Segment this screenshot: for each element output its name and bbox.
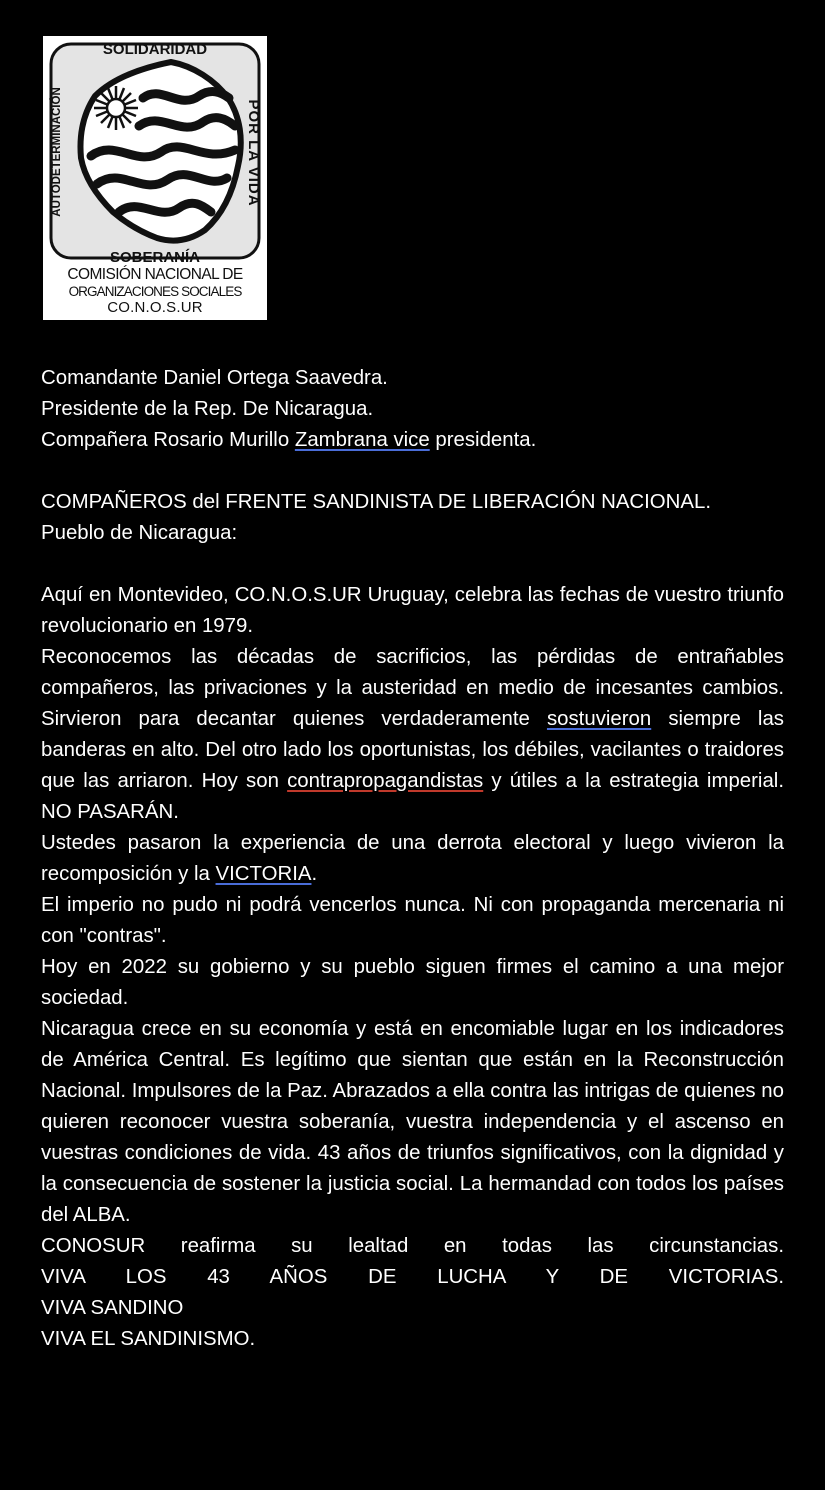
addressee-line-2: Presidente de la Rep. De Nicaragua. xyxy=(41,398,374,420)
paragraph-2022: Hoy en 2022 su gobierno y su pueblo siguen firmes el camino a una mejor sociedad. xyxy=(41,956,784,1009)
salutation-pueblo: Pueblo de Nicaragua: xyxy=(41,522,238,544)
paragraph-derrota-text: Ustedes pasaron la experiencia de una derrota electoral y luego vivieron la recomposición y la xyxy=(41,832,784,885)
conosur-emblem-icon xyxy=(43,36,267,298)
salutation-frente: COMPAÑEROS del FRENTE SANDINISTA DE LIBERACIÓN NACIONAL. xyxy=(41,491,712,513)
addressee-line-3 xyxy=(41,425,784,456)
paragraph-sacrificios-text-a: Reconocemos las décadas de sacrificios, las pérdidas de entrañables compañeros, las privaciones y la austeridad en medio de incesantes cambios. Sirvieron para decantar quienes verdaderamente xyxy=(41,646,784,730)
addressee-3-link[interactable]: Zambrana vice xyxy=(294,429,430,451)
paragraph-montevideo: Aquí en Montevideo, CO.N.O.S.UR Uruguay, celebra las fechas de vuestro triunfo revolucionario en 1979. xyxy=(41,584,784,637)
logo-ring-bottom: SOBERANÍA xyxy=(109,249,201,266)
closing-viva-sandino: VIVA SANDINO xyxy=(41,1297,184,1319)
logo-org-line-2: ORGANIZACIONES SOCIALES xyxy=(68,284,242,299)
closing-viva-sandinismo: VIVA EL SANDINISMO. xyxy=(41,1328,256,1350)
conosur-logo xyxy=(43,36,267,320)
addressee-line-1: Comandante Daniel Ortega Saavedra. xyxy=(41,367,388,389)
spacer xyxy=(41,549,784,580)
logo-org-line-3: CO.N.O.S.UR xyxy=(107,299,203,316)
paragraph-imperio: El imperio no pudo ni podrá vencerlos nunca. Ni con propaganda mercenaria ni con "contras". xyxy=(41,894,784,947)
paragraph-sacrificios-text-c: y útiles a la estrategia imperial. NO PASARÁN. xyxy=(41,770,784,823)
spacer xyxy=(41,456,784,487)
addressee-3-text: Compañera Rosario Murillo xyxy=(41,429,295,451)
paragraph-sacrificios xyxy=(41,642,784,828)
paragraph-conosur: CONOSUR reafirma su lealtad en todas las circunstancias. xyxy=(41,1235,784,1257)
letter-body xyxy=(41,363,784,1355)
logo-org-line-1: COMISIÓN NACIONAL DE xyxy=(67,266,243,283)
paragraph-sacrificios-text-b: siempre las banderas en alto. Del otro lado los oportunistas, los débiles, vacilantes o traidores que las arriaron. Hoy son xyxy=(41,708,784,792)
logo-ring-left: AUTODETERMINACIÓN xyxy=(51,87,63,217)
link-sostuvieron[interactable]: sostuvieron xyxy=(546,708,652,730)
closing-viva-43: VIVA LOS 43 AÑOS DE LUCHA Y DE VICTORIAS. xyxy=(41,1266,784,1288)
link-victoria[interactable]: VICTORIA xyxy=(215,863,312,885)
logo-ring-top: SOLIDARIDAD xyxy=(102,41,208,58)
paragraph-economia: Nicaragua crece en su economía y está en encomiable lugar en los indicadores de América Central. Es legítimo que sientan que están en la Reconstrucción Nacional. Impulsores de la Paz. Abrazados a ella contra las intrigas de quienes no quieren reconocer vuestra soberanía, vuestra independencia y el ascenso en vuestras condiciones de vida. 43 años de triunfos significativos, con la dignidad y la consecuencia de sostener la justicia social. La hermandad con todos los países del ALBA. xyxy=(41,1018,784,1226)
paragraph-derrota-end: . xyxy=(311,863,318,885)
paragraph-derrota xyxy=(41,828,784,890)
sun-center xyxy=(107,99,125,117)
logo-ring-right: POR LA VIDA xyxy=(245,99,262,207)
link-contrapropagandistas[interactable]: contrapropagandistas xyxy=(287,770,484,792)
addressee-3-text-end: presidenta. xyxy=(429,429,537,451)
